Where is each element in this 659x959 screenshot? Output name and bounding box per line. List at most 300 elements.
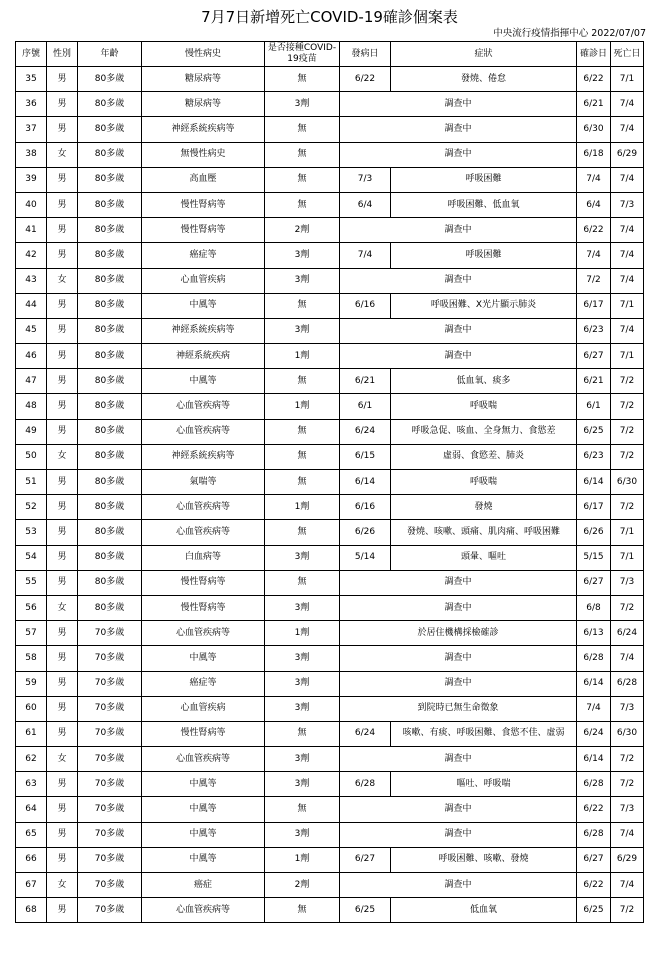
table-row	[16, 671, 644, 696]
cell-sex: 男	[47, 369, 78, 394]
cell-age: 80多歲	[78, 470, 142, 495]
cell-sex: 男	[47, 570, 78, 595]
cell-age: 70多歲	[78, 797, 142, 822]
header-sex: 性別	[47, 42, 78, 67]
cell-symptoms: 調查中	[340, 671, 577, 696]
cell-no: 57	[16, 621, 47, 646]
cell-confirm: 6/14	[577, 470, 611, 495]
cell-death: 7/1	[611, 344, 644, 369]
cell-confirm: 6/28	[577, 646, 611, 671]
cell-symptoms: 發燒、咳嗽、頭痛、肌肉痛、呼吸困難	[391, 520, 577, 545]
cell-confirm: 6/28	[577, 772, 611, 797]
cell-history: 慢性腎病等	[142, 218, 265, 243]
table-row	[16, 218, 644, 243]
cell-confirm: 6/25	[577, 419, 611, 444]
cell-history: 心血管疾病等	[142, 419, 265, 444]
cell-vaccine: 無	[265, 419, 340, 444]
cell-no: 42	[16, 243, 47, 268]
cell-death: 6/24	[611, 621, 644, 646]
header-history: 慢性病史	[142, 42, 265, 67]
cell-age: 80多歲	[78, 520, 142, 545]
cell-confirm: 7/4	[577, 167, 611, 192]
cell-death: 6/29	[611, 847, 644, 872]
cell-death: 7/2	[611, 747, 644, 772]
cell-onset: 6/25	[340, 898, 391, 923]
cell-no: 54	[16, 545, 47, 570]
cell-death: 7/1	[611, 520, 644, 545]
cell-history: 中風等	[142, 797, 265, 822]
cell-age: 70多歲	[78, 822, 142, 847]
cell-no: 51	[16, 470, 47, 495]
cell-sex: 女	[47, 268, 78, 293]
cell-confirm: 6/27	[577, 847, 611, 872]
cell-symptoms: 呼吸困難、低血氧	[391, 192, 577, 217]
cell-symptoms: 調查中	[340, 570, 577, 595]
cell-no: 56	[16, 595, 47, 620]
header-confirm: 確診日	[577, 42, 611, 67]
header-symptoms: 症狀	[391, 42, 577, 67]
cell-death: 7/2	[611, 369, 644, 394]
cell-symptoms: 低血氧	[391, 898, 577, 923]
cell-confirm: 6/1	[577, 394, 611, 419]
cell-history: 慢性腎病等	[142, 192, 265, 217]
cell-sex: 女	[47, 873, 78, 898]
cell-sex: 男	[47, 847, 78, 872]
cell-sex: 男	[47, 772, 78, 797]
cell-vaccine: 1劑	[265, 847, 340, 872]
cell-death: 7/4	[611, 167, 644, 192]
cell-no: 44	[16, 293, 47, 318]
cell-symptoms: 到院時已無生命徵象	[340, 696, 577, 721]
cell-vaccine: 3劑	[265, 243, 340, 268]
cell-death: 7/2	[611, 495, 644, 520]
cell-no: 46	[16, 344, 47, 369]
cell-death: 7/3	[611, 797, 644, 822]
cell-onset: 6/22	[340, 67, 391, 92]
cell-onset: 6/27	[340, 847, 391, 872]
cell-history: 慢性腎病等	[142, 570, 265, 595]
cell-no: 66	[16, 847, 47, 872]
cell-no: 63	[16, 772, 47, 797]
table-row	[16, 344, 644, 369]
cell-death: 7/4	[611, 92, 644, 117]
cell-sex: 男	[47, 721, 78, 746]
cell-symptoms: 調查中	[340, 268, 577, 293]
table-row	[16, 268, 644, 293]
cell-sex: 男	[47, 671, 78, 696]
cell-symptoms: 呼吸急促、咳血、全身無力、食慾差	[391, 419, 577, 444]
cell-vaccine: 無	[265, 293, 340, 318]
cell-history: 中風等	[142, 646, 265, 671]
cell-death: 7/2	[611, 444, 644, 469]
cell-no: 53	[16, 520, 47, 545]
cell-symptoms: 呼吸困難	[391, 167, 577, 192]
cell-sex: 女	[47, 747, 78, 772]
cell-death: 7/4	[611, 873, 644, 898]
cell-symptoms: 嘔吐、呼吸喘	[391, 772, 577, 797]
cell-onset: 6/24	[340, 721, 391, 746]
cell-age: 80多歲	[78, 344, 142, 369]
cell-symptoms: 調查中	[340, 595, 577, 620]
table-row	[16, 318, 644, 343]
cell-symptoms: 調查中	[340, 344, 577, 369]
cell-vaccine: 無	[265, 192, 340, 217]
table-row	[16, 595, 644, 620]
cell-sex: 女	[47, 142, 78, 167]
cell-symptoms: 呼吸困難、X光片顯示肺炎	[391, 293, 577, 318]
cell-symptoms: 調查中	[340, 142, 577, 167]
cell-history: 癌症	[142, 873, 265, 898]
cell-vaccine: 3劑	[265, 545, 340, 570]
cell-death: 7/3	[611, 570, 644, 595]
cell-history: 中風等	[142, 847, 265, 872]
cell-confirm: 6/23	[577, 318, 611, 343]
cell-age: 80多歲	[78, 117, 142, 142]
cell-age: 80多歲	[78, 92, 142, 117]
cell-symptoms: 調查中	[340, 92, 577, 117]
cell-confirm: 6/14	[577, 671, 611, 696]
cell-history: 無慢性病史	[142, 142, 265, 167]
cell-vaccine: 3劑	[265, 747, 340, 772]
cell-confirm: 6/22	[577, 67, 611, 92]
cell-confirm: 6/22	[577, 218, 611, 243]
cell-death: 7/2	[611, 595, 644, 620]
cell-history: 心血管疾病等	[142, 495, 265, 520]
cell-age: 70多歲	[78, 847, 142, 872]
cell-confirm: 5/15	[577, 545, 611, 570]
cell-sex: 女	[47, 595, 78, 620]
cell-death: 7/3	[611, 696, 644, 721]
cell-age: 70多歲	[78, 671, 142, 696]
cell-sex: 男	[47, 797, 78, 822]
table-row	[16, 747, 644, 772]
cell-death: 7/1	[611, 67, 644, 92]
cell-no: 58	[16, 646, 47, 671]
cell-no: 40	[16, 192, 47, 217]
cell-confirm: 6/18	[577, 142, 611, 167]
cell-no: 52	[16, 495, 47, 520]
cell-symptoms: 調查中	[340, 873, 577, 898]
cell-death: 7/4	[611, 822, 644, 847]
cell-history: 神經系統疾病等	[142, 117, 265, 142]
cell-history: 神經系統疾病等	[142, 444, 265, 469]
cell-symptoms: 咳嗽、有痰、呼吸困難、食慾不佳、虛弱	[391, 721, 577, 746]
table-row	[16, 570, 644, 595]
cell-sex: 男	[47, 898, 78, 923]
cell-age: 80多歲	[78, 419, 142, 444]
cell-age: 70多歲	[78, 772, 142, 797]
cell-no: 49	[16, 419, 47, 444]
cell-symptoms: 低血氧、痰多	[391, 369, 577, 394]
cell-death: 7/2	[611, 394, 644, 419]
cell-death: 7/3	[611, 192, 644, 217]
cell-vaccine: 無	[265, 444, 340, 469]
cell-confirm: 6/21	[577, 92, 611, 117]
cell-confirm: 7/4	[577, 696, 611, 721]
cell-no: 48	[16, 394, 47, 419]
cell-history: 心血管疾病等	[142, 747, 265, 772]
cell-onset: 7/4	[340, 243, 391, 268]
cell-age: 70多歲	[78, 721, 142, 746]
cell-onset: 6/16	[340, 495, 391, 520]
cell-no: 47	[16, 369, 47, 394]
cell-history: 慢性腎病等	[142, 595, 265, 620]
cell-sex: 男	[47, 293, 78, 318]
cell-history: 糖尿病等	[142, 67, 265, 92]
cell-confirm: 6/4	[577, 192, 611, 217]
cell-age: 80多歲	[78, 495, 142, 520]
cell-confirm: 6/25	[577, 898, 611, 923]
table-row	[16, 772, 644, 797]
table-row	[16, 847, 644, 872]
cell-sex: 男	[47, 822, 78, 847]
cell-death: 7/2	[611, 772, 644, 797]
cell-confirm: 6/24	[577, 721, 611, 746]
cell-confirm: 6/22	[577, 797, 611, 822]
cell-sex: 男	[47, 646, 78, 671]
cell-age: 80多歲	[78, 444, 142, 469]
cell-death: 7/4	[611, 318, 644, 343]
cell-symptoms: 調查中	[340, 218, 577, 243]
cell-sex: 男	[47, 92, 78, 117]
cell-onset: 6/26	[340, 520, 391, 545]
cell-vaccine: 3劑	[265, 318, 340, 343]
cell-history: 中風等	[142, 369, 265, 394]
cell-age: 70多歲	[78, 646, 142, 671]
page-title: 7月7日新增死亡COVID-19確診個案表	[201, 8, 458, 26]
cell-age: 80多歲	[78, 268, 142, 293]
source-note: 中央流行疫情指揮中心 2022/07/07	[493, 28, 646, 39]
header-death: 死亡日	[611, 42, 644, 67]
cell-vaccine: 2劑	[265, 218, 340, 243]
cell-symptoms: 虛弱、食慾差、肺炎	[391, 444, 577, 469]
header-row	[16, 42, 644, 67]
cell-sex: 男	[47, 318, 78, 343]
table-row	[16, 293, 644, 318]
table-row	[16, 822, 644, 847]
cell-age: 80多歲	[78, 369, 142, 394]
table-row	[16, 696, 644, 721]
cell-no: 67	[16, 873, 47, 898]
cell-symptoms: 頭暈、嘔吐	[391, 545, 577, 570]
cell-death: 7/4	[611, 243, 644, 268]
cell-onset: 6/1	[340, 394, 391, 419]
cell-vaccine: 無	[265, 721, 340, 746]
cell-onset: 6/16	[340, 293, 391, 318]
cell-onset: 6/28	[340, 772, 391, 797]
cell-no: 65	[16, 822, 47, 847]
cell-no: 61	[16, 721, 47, 746]
cell-onset: 5/14	[340, 545, 391, 570]
cell-symptoms: 調查中	[340, 318, 577, 343]
cell-death: 7/1	[611, 545, 644, 570]
cell-age: 70多歲	[78, 621, 142, 646]
cell-onset: 6/24	[340, 419, 391, 444]
cell-vaccine: 1劑	[265, 621, 340, 646]
cell-symptoms: 調查中	[340, 646, 577, 671]
cell-age: 80多歲	[78, 595, 142, 620]
cell-sex: 男	[47, 545, 78, 570]
header-age: 年齡	[78, 42, 142, 67]
cell-onset: 7/3	[340, 167, 391, 192]
cell-history: 中風等	[142, 822, 265, 847]
cell-no: 64	[16, 797, 47, 822]
cell-symptoms: 發燒	[391, 495, 577, 520]
cell-symptoms: 呼吸困難、咳嗽、發燒	[391, 847, 577, 872]
cell-history: 高血壓	[142, 167, 265, 192]
cell-confirm: 6/21	[577, 369, 611, 394]
cell-age: 80多歲	[78, 67, 142, 92]
table-row	[16, 142, 644, 167]
cell-confirm: 6/23	[577, 444, 611, 469]
cell-symptoms: 呼吸喘	[391, 394, 577, 419]
cell-history: 中風等	[142, 293, 265, 318]
cell-death: 6/28	[611, 671, 644, 696]
cell-confirm: 6/13	[577, 621, 611, 646]
table-row	[16, 520, 644, 545]
cell-confirm: 6/17	[577, 495, 611, 520]
cell-history: 神經系統疾病等	[142, 318, 265, 343]
cell-history: 糖尿病等	[142, 92, 265, 117]
cell-history: 心血管疾病等	[142, 520, 265, 545]
cell-symptoms: 呼吸喘	[391, 470, 577, 495]
cell-no: 35	[16, 67, 47, 92]
cell-vaccine: 無	[265, 520, 340, 545]
cell-vaccine: 3劑	[265, 92, 340, 117]
cell-no: 43	[16, 268, 47, 293]
cell-age: 80多歲	[78, 243, 142, 268]
cell-history: 心血管疾病	[142, 268, 265, 293]
cell-confirm: 6/8	[577, 595, 611, 620]
cell-vaccine: 無	[265, 142, 340, 167]
cell-death: 7/4	[611, 117, 644, 142]
table-row	[16, 117, 644, 142]
cell-no: 41	[16, 218, 47, 243]
cell-onset: 6/4	[340, 192, 391, 217]
table-row	[16, 898, 644, 923]
cell-death: 6/29	[611, 142, 644, 167]
cell-vaccine: 2劑	[265, 873, 340, 898]
cell-age: 80多歲	[78, 570, 142, 595]
cell-confirm: 6/14	[577, 747, 611, 772]
cell-confirm: 6/30	[577, 117, 611, 142]
cell-sex: 男	[47, 495, 78, 520]
header-vaccine: 是否接種COVID-19疫苗	[265, 42, 340, 67]
cell-vaccine: 無	[265, 67, 340, 92]
cell-sex: 男	[47, 470, 78, 495]
table-row	[16, 444, 644, 469]
cell-age: 80多歲	[78, 167, 142, 192]
cell-vaccine: 3劑	[265, 646, 340, 671]
cell-vaccine: 無	[265, 898, 340, 923]
table-row	[16, 470, 644, 495]
cell-history: 中風等	[142, 772, 265, 797]
cell-sex: 男	[47, 67, 78, 92]
cell-confirm: 7/4	[577, 243, 611, 268]
table-row	[16, 167, 644, 192]
cell-no: 60	[16, 696, 47, 721]
table-row	[16, 92, 644, 117]
table-row	[16, 495, 644, 520]
cell-no: 36	[16, 92, 47, 117]
cell-age: 70多歲	[78, 898, 142, 923]
cell-vaccine: 3劑	[265, 671, 340, 696]
cell-history: 癌症等	[142, 243, 265, 268]
cell-age: 70多歲	[78, 873, 142, 898]
cell-vaccine: 3劑	[265, 772, 340, 797]
cell-history: 慢性腎病等	[142, 721, 265, 746]
header-no: 序號	[16, 42, 47, 67]
cell-age: 80多歲	[78, 142, 142, 167]
cell-history: 心血管疾病等	[142, 621, 265, 646]
cell-confirm: 6/26	[577, 520, 611, 545]
cell-history: 氣喘等	[142, 470, 265, 495]
table-row	[16, 67, 644, 92]
cell-death: 6/30	[611, 470, 644, 495]
cell-onset: 6/21	[340, 369, 391, 394]
table-row	[16, 873, 644, 898]
cell-confirm: 6/28	[577, 822, 611, 847]
cell-sex: 男	[47, 696, 78, 721]
cases-table	[15, 41, 644, 923]
cell-confirm: 6/27	[577, 570, 611, 595]
cell-sex: 男	[47, 192, 78, 217]
cell-symptoms: 調查中	[340, 747, 577, 772]
table-body	[16, 67, 644, 923]
cell-vaccine: 無	[265, 470, 340, 495]
cell-onset: 6/15	[340, 444, 391, 469]
header-onset: 發病日	[340, 42, 391, 67]
cell-no: 68	[16, 898, 47, 923]
cell-age: 80多歲	[78, 293, 142, 318]
table-row	[16, 192, 644, 217]
cell-sex: 男	[47, 243, 78, 268]
cell-symptoms: 調查中	[340, 117, 577, 142]
cell-no: 55	[16, 570, 47, 595]
cell-symptoms: 呼吸困難	[391, 243, 577, 268]
table-row	[16, 545, 644, 570]
cell-death: 7/1	[611, 293, 644, 318]
cell-sex: 男	[47, 167, 78, 192]
cell-confirm: 6/17	[577, 293, 611, 318]
cell-confirm: 6/22	[577, 873, 611, 898]
cell-age: 70多歲	[78, 696, 142, 721]
cell-sex: 男	[47, 218, 78, 243]
table-row	[16, 394, 644, 419]
cell-death: 6/30	[611, 721, 644, 746]
cell-sex: 男	[47, 419, 78, 444]
cell-history: 癌症等	[142, 671, 265, 696]
cell-symptoms: 於居住機構採檢確診	[340, 621, 577, 646]
cell-sex: 男	[47, 117, 78, 142]
cell-death: 7/2	[611, 419, 644, 444]
table-row	[16, 797, 644, 822]
cell-death: 7/4	[611, 268, 644, 293]
cell-vaccine: 3劑	[265, 268, 340, 293]
cell-vaccine: 1劑	[265, 394, 340, 419]
cell-vaccine: 3劑	[265, 696, 340, 721]
cell-symptoms: 調查中	[340, 822, 577, 847]
cell-age: 80多歲	[78, 318, 142, 343]
cell-sex: 男	[47, 344, 78, 369]
table-row	[16, 243, 644, 268]
cell-age: 80多歲	[78, 192, 142, 217]
cell-symptoms: 發燒、倦怠	[391, 67, 577, 92]
cell-symptoms: 調查中	[340, 797, 577, 822]
cell-vaccine: 1劑	[265, 495, 340, 520]
table-row	[16, 369, 644, 394]
table-row	[16, 646, 644, 671]
